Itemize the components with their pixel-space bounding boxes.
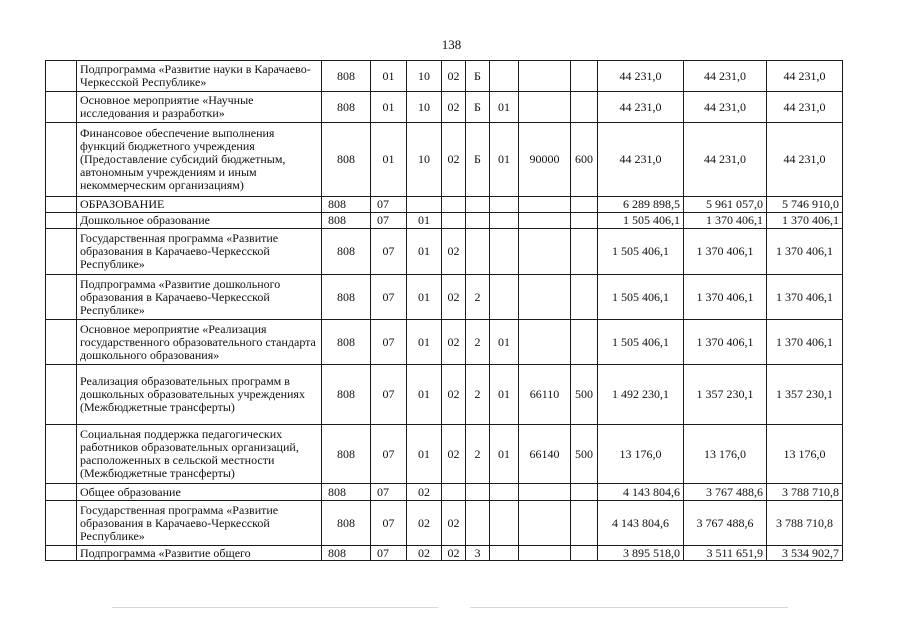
subsection-cell: 10: [407, 123, 442, 197]
amount-year-3-cell: 1 370 406,1: [767, 213, 843, 229]
subprogram-code-cell: [466, 484, 490, 501]
direction-code-cell: [519, 61, 571, 92]
direction-code-cell: [519, 546, 571, 561]
ministry-code-cell: 808: [322, 92, 371, 123]
table-row: [46, 92, 843, 123]
amount-year-1-cell: 4 143 804,6: [598, 501, 684, 546]
amount-year-2-cell: 1 370 406,1: [684, 275, 767, 320]
event-code-cell: 01: [490, 123, 519, 197]
amount-year-3-cell: 3 788 710,8: [767, 484, 843, 501]
row-margin-cell: [46, 229, 77, 275]
expense-type-cell: [571, 229, 598, 275]
ministry-code-cell: 808: [322, 365, 371, 425]
event-code-cell: 01: [490, 320, 519, 365]
subprogram-code-cell: Б: [466, 123, 490, 197]
row-margin-cell: [46, 484, 77, 501]
ministry-code-cell: 808: [322, 484, 371, 501]
program-code-cell: [442, 197, 466, 213]
expense-type-cell: [571, 61, 598, 92]
amount-year-3-cell: 44 231,0: [767, 92, 843, 123]
program-code-cell: 02: [442, 425, 466, 484]
row-margin-cell: [46, 197, 77, 213]
row-margin-cell: [46, 275, 77, 320]
subprogram-code-cell: 2: [466, 425, 490, 484]
amount-year-1-cell: 1 505 406,1: [598, 213, 684, 229]
subsection-cell: 02: [407, 501, 442, 546]
item-name-cell: ОБРАЗОВАНИЕ: [77, 197, 322, 213]
ministry-code-cell: 808: [322, 197, 371, 213]
subprogram-code-cell: Б: [466, 61, 490, 92]
amount-year-2-cell: 1 370 406,1: [684, 229, 767, 275]
ministry-code-cell: 808: [322, 61, 371, 92]
subsection-cell: 01: [407, 425, 442, 484]
ministry-code-cell: 808: [322, 320, 371, 365]
item-name-cell: Основное мероприятие «Научные исследования и разработки»: [77, 92, 322, 123]
section-cell: 07: [371, 197, 407, 213]
amount-year-3-cell: 1 357 230,1: [767, 365, 843, 425]
event-code-cell: [490, 484, 519, 501]
program-code-cell: 02: [442, 501, 466, 546]
table-row: [46, 501, 843, 546]
amount-year-1-cell: 44 231,0: [598, 123, 684, 197]
amount-year-3-cell: 44 231,0: [767, 123, 843, 197]
program-code-cell: [442, 484, 466, 501]
amount-year-2-cell: 3 767 488,6: [684, 484, 767, 501]
direction-code-cell: [519, 197, 571, 213]
subsection-cell: 10: [407, 61, 442, 92]
amount-year-1-cell: 1 492 230,1: [598, 365, 684, 425]
direction-code-cell: [519, 320, 571, 365]
amount-year-1-cell: 1 505 406,1: [598, 320, 684, 365]
amount-year-2-cell: 3 511 651,9: [684, 546, 767, 561]
section-cell: 07: [371, 484, 407, 501]
direction-code-cell: [519, 484, 571, 501]
item-name-cell: Государственная программа «Развитие образования в Карачаево-Черкесской Республике»: [77, 501, 322, 546]
subsection-cell: 10: [407, 92, 442, 123]
item-name-cell: Подпрограмма «Развитие науки в Карачаево-Черкесской Республике»: [77, 61, 322, 92]
direction-code-cell: 66110: [519, 365, 571, 425]
event-code-cell: [490, 197, 519, 213]
event-code-cell: 01: [490, 425, 519, 484]
expense-type-cell: [571, 275, 598, 320]
subprogram-code-cell: 3: [466, 546, 490, 561]
table-row: [46, 213, 843, 229]
section-cell: 01: [371, 123, 407, 197]
section-cell: 07: [371, 501, 407, 546]
item-name-cell: Подпрограмма «Развитие дошкольного образования в Карачаево-Черкесской Республике»: [77, 275, 322, 320]
amount-year-2-cell: 1 357 230,1: [684, 365, 767, 425]
expense-type-cell: [571, 484, 598, 501]
row-margin-cell: [46, 61, 77, 92]
amount-year-3-cell: 44 231,0: [767, 61, 843, 92]
amount-year-3-cell: 1 370 406,1: [767, 275, 843, 320]
page-footer-line: [112, 607, 438, 608]
section-cell: 07: [371, 213, 407, 229]
amount-year-2-cell: 44 231,0: [684, 61, 767, 92]
ministry-code-cell: 808: [322, 501, 371, 546]
subprogram-code-cell: 2: [466, 320, 490, 365]
page-number: 138: [441, 37, 462, 52]
subsection-cell: 01: [407, 213, 442, 229]
direction-code-cell: [519, 275, 571, 320]
program-code-cell: [442, 213, 466, 229]
item-name-cell: Общее образование: [77, 484, 322, 501]
amount-year-3-cell: 1 370 406,1: [767, 320, 843, 365]
table-row: [46, 484, 843, 501]
subprogram-code-cell: 2: [466, 365, 490, 425]
event-code-cell: [490, 61, 519, 92]
subsection-cell: 02: [407, 484, 442, 501]
expense-type-cell: [571, 501, 598, 546]
ministry-code-cell: 808: [322, 546, 371, 561]
table-row: [46, 61, 843, 92]
amount-year-1-cell: 1 505 406,1: [598, 229, 684, 275]
subprogram-code-cell: 2: [466, 275, 490, 320]
subsection-cell: 01: [407, 275, 442, 320]
ministry-code-cell: 808: [322, 123, 371, 197]
subprogram-code-cell: [466, 197, 490, 213]
amount-year-1-cell: 13 176,0: [598, 425, 684, 484]
program-code-cell: 02: [442, 365, 466, 425]
subsection-cell: 01: [407, 229, 442, 275]
event-code-cell: [490, 229, 519, 275]
amount-year-3-cell: 1 370 406,1: [767, 229, 843, 275]
row-margin-cell: [46, 501, 77, 546]
program-code-cell: 02: [442, 61, 466, 92]
subsection-cell: 02: [407, 546, 442, 561]
page-footer-line: [470, 607, 788, 608]
amount-year-1-cell: 44 231,0: [598, 61, 684, 92]
ministry-code-cell: 808: [322, 275, 371, 320]
table-row: [46, 229, 843, 275]
direction-code-cell: [519, 229, 571, 275]
amount-year-2-cell: 44 231,0: [684, 123, 767, 197]
row-margin-cell: [46, 546, 77, 561]
row-margin-cell: [46, 92, 77, 123]
table-row: [46, 320, 843, 365]
amount-year-2-cell: 5 961 057,0: [684, 197, 767, 213]
subprogram-code-cell: [466, 501, 490, 546]
ministry-code-cell: 808: [322, 213, 371, 229]
amount-year-1-cell: 44 231,0: [598, 92, 684, 123]
section-cell: 07: [371, 365, 407, 425]
section-cell: 01: [371, 61, 407, 92]
event-code-cell: [490, 275, 519, 320]
expense-type-cell: 600: [571, 123, 598, 197]
expense-type-cell: [571, 197, 598, 213]
program-code-cell: 02: [442, 92, 466, 123]
subprogram-code-cell: Б: [466, 92, 490, 123]
amount-year-2-cell: 1 370 406,1: [684, 213, 767, 229]
section-cell: 07: [371, 229, 407, 275]
event-code-cell: [490, 213, 519, 229]
program-code-cell: 02: [442, 123, 466, 197]
item-name-cell: Государственная программа «Развитие образования в Карачаево-Черкесской Республике»: [77, 229, 322, 275]
subsection-cell: [407, 197, 442, 213]
program-code-cell: 02: [442, 546, 466, 561]
section-cell: 07: [371, 320, 407, 365]
row-margin-cell: [46, 425, 77, 484]
expense-type-cell: 500: [571, 425, 598, 484]
amount-year-2-cell: 3 767 488,6: [684, 501, 767, 546]
direction-code-cell: 66140: [519, 425, 571, 484]
direction-code-cell: [519, 92, 571, 123]
amount-year-1-cell: 6 289 898,5: [598, 197, 684, 213]
table-row: [46, 197, 843, 213]
amount-year-2-cell: 1 370 406,1: [684, 320, 767, 365]
table-row: [46, 425, 843, 484]
amount-year-3-cell: 13 176,0: [767, 425, 843, 484]
subprogram-code-cell: [466, 213, 490, 229]
amount-year-1-cell: 4 143 804,6: [598, 484, 684, 501]
expense-type-cell: [571, 92, 598, 123]
event-code-cell: 01: [490, 365, 519, 425]
event-code-cell: 01: [490, 92, 519, 123]
event-code-cell: [490, 546, 519, 561]
amount-year-1-cell: 1 505 406,1: [598, 275, 684, 320]
subsection-cell: 01: [407, 320, 442, 365]
item-name-cell: Социальная поддержка педагогических работников образовательных организаций, расположенных в сельской местности (Межбюджетные трансферты): [77, 425, 322, 484]
subsection-cell: 01: [407, 365, 442, 425]
section-cell: 07: [371, 275, 407, 320]
ministry-code-cell: 808: [322, 425, 371, 484]
expense-type-cell: 500: [571, 365, 598, 425]
program-code-cell: 02: [442, 275, 466, 320]
amount-year-3-cell: 3 534 902,7: [767, 546, 843, 561]
row-margin-cell: [46, 123, 77, 197]
event-code-cell: [490, 501, 519, 546]
item-name-cell: Подпрограмма «Развитие общего: [77, 546, 322, 561]
amount-year-3-cell: 3 788 710,8: [767, 501, 843, 546]
amount-year-2-cell: 13 176,0: [684, 425, 767, 484]
direction-code-cell: [519, 501, 571, 546]
expense-type-cell: [571, 213, 598, 229]
section-cell: 01: [371, 92, 407, 123]
amount-year-3-cell: 5 746 910,0: [767, 197, 843, 213]
expense-type-cell: [571, 320, 598, 365]
item-name-cell: Финансовое обеспечение выполнения функций бюджетного учреждения (Предоставление субсидий бюджетным, автономным учреждениям и иным некоммерческим организациям): [77, 123, 322, 197]
row-margin-cell: [46, 213, 77, 229]
budget-allocation-table: [45, 60, 843, 561]
item-name-cell: Дошкольное образование: [77, 213, 322, 229]
item-name-cell: Реализация образовательных программ в дошкольных образовательных учреждениях (Межбюджетные трансферты): [77, 365, 322, 425]
row-margin-cell: [46, 320, 77, 365]
section-cell: 07: [371, 546, 407, 561]
table-row: [46, 275, 843, 320]
program-code-cell: 02: [442, 320, 466, 365]
table-row: [46, 365, 843, 425]
direction-code-cell: 90000: [519, 123, 571, 197]
item-name-cell: Основное мероприятие «Реализация государственного образовательного стандарта дошкольного образования»: [77, 320, 322, 365]
amount-year-2-cell: 44 231,0: [684, 92, 767, 123]
program-code-cell: 02: [442, 229, 466, 275]
section-cell: 07: [371, 425, 407, 484]
row-margin-cell: [46, 365, 77, 425]
table-row: [46, 546, 843, 561]
ministry-code-cell: 808: [322, 229, 371, 275]
direction-code-cell: [519, 213, 571, 229]
subprogram-code-cell: [466, 229, 490, 275]
amount-year-1-cell: 3 895 518,0: [598, 546, 684, 561]
expense-type-cell: [571, 546, 598, 561]
table-row: [46, 123, 843, 197]
